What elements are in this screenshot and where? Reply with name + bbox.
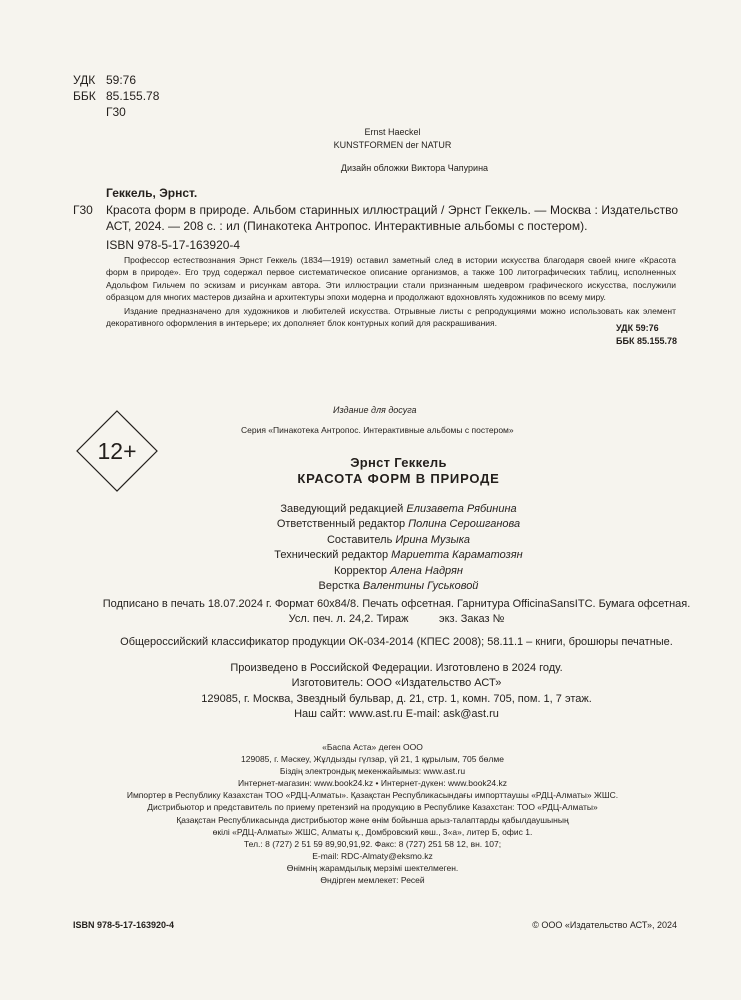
bibliographic-record: [73, 185, 678, 253]
original-author: Ernst Haeckel: [364, 127, 421, 137]
kz-line: Импортер в Республику Казахстан ТОО «РДЦ-Алматы». Қазақстан Республикасындағы импорттаушы «РДЦ-Алматы» ЖШС.: [126, 790, 619, 801]
credit-line: Корректор Алена Надрян: [334, 564, 463, 577]
printing-line: Подписано в печать 18.07.2024 г. Формат 60х84/8. Печать офсетная. Гарнитура OfficinaSansITC. Бумага офсетная.: [102, 598, 691, 610]
printing-info: [26, 597, 741, 628]
record-entry: Красота форм в природе. Альбом старинных иллюстраций / Эрнст Геккель. — Москва : Издательство АСТ, 2024. — 208 с. : ил (Пинакотека Антропос. Интерактивные альбомы с постером).: [106, 203, 678, 233]
isbn-footer: ISBN 978-5-17-163920-4: [73, 920, 175, 930]
kz-line: «Баспа Аста» деген ООО: [322, 742, 423, 752]
production-line: Произведено в Российской Федерации. Изготовлено в 2024 году.: [230, 662, 563, 674]
abstract-paragraph: Издание предназначено для художников и любителей искусства. Отрывные листы с репродукциями можно использовать как элемент декоративного оформления в интерьере; их дополняет блок контурных копий для раскрашивания.: [106, 306, 676, 329]
classification-block: [73, 72, 159, 120]
credit-line: Верстка Валентины Гуськовой: [318, 580, 479, 593]
production-line: Изготовитель: ООО «Издательство АСТ»: [291, 677, 502, 690]
bbk-value: 85.155.78: [106, 89, 160, 103]
bbk-right: ББК 85.155.78: [616, 336, 677, 346]
production-line: 129085, г. Москва, Звездный бульвар, д. 21, стр. 1, комн. 705, пом. 1, 7 этаж.: [201, 692, 592, 705]
abstract: [106, 254, 676, 330]
kz-line: Тел.: 8 (727) 2 51 59 89,90,91,92. Факс: 8 (727) 251 58 12, вн. 107;: [243, 838, 502, 849]
kz-line: E-mail: RDC-Almaty@eksmo.kz: [312, 850, 433, 861]
printing-line: Усл. печ. л. 24,2. Тираж экз. Заказ №: [288, 613, 505, 626]
edition-type: Издание для досуга: [333, 405, 417, 415]
kz-line: 129085, г. Мәскеу, Жұлдызды гүлзар, үй 21, 1 құрылым, 705 бөлме: [241, 754, 504, 765]
udk-label: УДК: [73, 73, 96, 87]
kz-line: Өнімнің жарамдылық мерзімі шектелмеген.: [286, 862, 459, 873]
kz-line: Дистрибьютор и представитель по приему претензий на продукцию в Республике Казахстан: ТОО «РДЦ-Алматы»: [147, 802, 598, 813]
kz-line: Біздің электрондық мекенжайымыз: www.ast.ru: [279, 766, 466, 777]
kz-line: Қазақстан Республикасында дистрибьютор және өнім бойынша арыз-талаптарды қабылдаушының: [176, 814, 569, 825]
credit-line: Составитель Ирина Музыка: [326, 533, 471, 546]
production-info: [26, 661, 741, 723]
udk-bbk-right: [616, 322, 677, 348]
kz-line: Интернет-магазин: www.book24.kz • Интернет-дүкен: www.book24.kz: [238, 778, 507, 789]
author-mark: Г30: [106, 105, 126, 119]
original-title: KUNSTFORMEN der NATUR: [333, 140, 452, 150]
production-line: Наш сайт: www.ast.ru E-mail: ask@ast.ru: [294, 708, 499, 721]
credit-line: Заведующий редакцией Елизавета Рябинина: [280, 503, 517, 515]
book-author: Эрнст Геккель: [350, 455, 447, 470]
credits-list: [28, 502, 741, 594]
cover-design-credit: Дизайн обложки Виктора Чапурина: [340, 163, 489, 173]
original-title-block: [0, 126, 741, 152]
udk-right: УДК 59:76: [616, 323, 659, 333]
credit-line: Ответственный редактор Полина Серошганова: [276, 518, 521, 531]
abstract-paragraph: Профессор естествознания Эрнст Геккель (1834—1919) оставил заметный след в истории искусства благодаря своей книге «Красота форм в природе». Его труд содержал первое систематическое описание организмов, а также 100 литографических таблиц, исполненных Адольфом Гильчем по эскизам и рисункам автора. Эти иллюстрации стали признанным шедевром графического искусства, послужили образцом для многих мастеров дизайна и архитектуры эпохи модерна и продолжают вдохновлять художников по всему миру.: [106, 255, 676, 302]
kz-line: Өндірген мемлекет: Ресей: [320, 875, 425, 886]
record-code: Г30: [73, 203, 93, 217]
kz-line: өкілі «РДЦ-Алматы» ЖШС, Алматы қ., Домбровский көш., 3«а», литер Б, офис 1.: [212, 826, 533, 837]
copyright: © ООО «Издательство АСТ», 2024: [532, 920, 677, 930]
record-isbn: ISBN 978-5-17-163920-4: [106, 238, 241, 252]
age-rating-label: 12+: [97, 437, 137, 464]
credit-line: Технический редактор Мариетта Караматозян: [274, 549, 523, 562]
record-author: Геккель, Эрнст.: [106, 186, 198, 200]
product-classifier: Общероссийский классификатор продукции ОК-034-2014 (КПЕС 2008); 58.11.1 – книги, брошюры печатные.: [120, 636, 673, 648]
kazakhstan-info: [2, 741, 741, 886]
bbk-label: ББК: [73, 89, 96, 103]
book-title: КРАСОТА ФОРМ В ПРИРОДЕ: [297, 471, 500, 486]
series-name: Серия «Пинакотека Антропос. Интерактивные альбомы с постером»: [241, 425, 514, 435]
udk-value: 59:76: [106, 73, 137, 87]
